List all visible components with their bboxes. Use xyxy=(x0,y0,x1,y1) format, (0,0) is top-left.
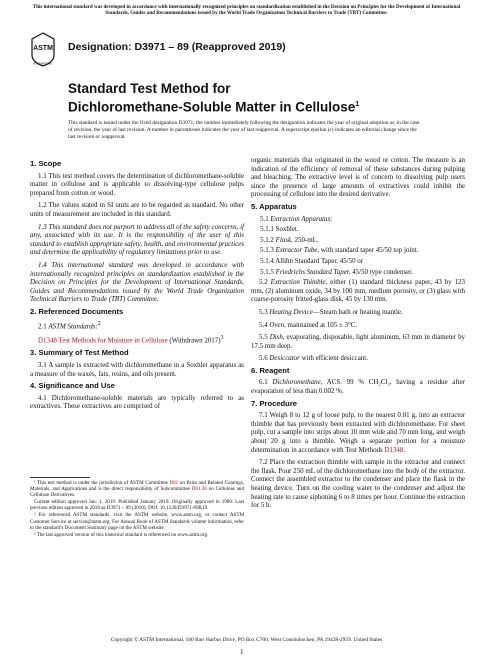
section-heading-referenced-documents: 2. Referenced Documents xyxy=(30,306,124,316)
item-5-1-5: 5.1.5 Friedrichs Standard Taper, 45/50 type condenser. xyxy=(260,267,413,276)
right-column xyxy=(251,156,465,514)
item-5-1-3: 5.1.3 Extractor Tube, with standard taper 45/50 top joint. xyxy=(260,246,419,255)
para-2-1: 2.1 ASTM Standards:$^2$ xyxy=(38,320,101,330)
section-heading-summary: 3. Summary of Test Method xyxy=(30,348,129,358)
svg-text:ASTM: ASTM xyxy=(33,45,53,52)
section-heading-scope: 1. Scope xyxy=(30,159,62,168)
svg-text:INTERNATIONAL: INTERNATIONAL xyxy=(33,62,53,66)
item-5-1-1: 5.1.1 Soxhlet. xyxy=(260,225,299,234)
para-7-2: 7.2 Place the extraction thimble with sample in the extractor and connect the flask. Pour 250 mL of the dichloromethane into the body of the extractor. Connect the assembled extractor to the condenser and place the flask in the heating device. Turn on the cooling water to the condenser and adjust the heating rate to cause siphoning 6 to 8 times per hour. Continue the extraction for 5 h. xyxy=(251,458,465,510)
para-1-1: 1.1 This test method covers the determination of dichloromethane-soluble matter in cellulose and is applicable to dissolving-type cellulose pulps prepared from cotton or wood. xyxy=(30,171,244,197)
section-heading-significance: 4. Significance and Use xyxy=(30,381,115,391)
reference-d1348: D1348 Test Methods for Moisture in Cellulose (Withdrawn 2017)$^3$ xyxy=(38,335,224,345)
footnote-2: ² For referenced ASTM standards, visit the ASTM website, www.astm.org, or contact ASTM Customer Service at service@astm.org. For Annual Book of ASTM Standards volume information, refer to the standard’s Document Summary page on the ASTM website. xyxy=(30,512,244,531)
left-column xyxy=(30,156,244,415)
wto-notice: This international standard was developed in accordance with internationally recognized principles on standardization established in the Decision on Principles for the Development of International Standards, Guides and Recommendations issued by the World Trade Organization Technical Barriers to Trade (TBT) Committee. xyxy=(32,4,461,17)
footnote-1-edition: Current edition approved Jan. 1, 2019. Published January 2019. Originally approved in 1980. Last previous edition approved in 2010 as D3971 – 89 (2010). DOI: 10.1520/D3971-89R19. xyxy=(30,499,244,512)
item-5-1-4: 5.1.4 Allihn Standard Taper. 45/50 or xyxy=(260,256,364,265)
d1348-link[interactable]: D1348 xyxy=(384,445,404,454)
section-heading-reagent: 6. Reagent xyxy=(251,365,290,375)
para-5-6: 5.6 Desiccator with efficient desiccant. xyxy=(259,354,368,363)
para-6-1: 6.1 Dichloromethane, ACS. 99 % CH₂Cl₂, having a residue after evaporation of less than 0.002 %. xyxy=(251,378,466,396)
page-number: 1 xyxy=(240,648,244,656)
issued-note: This standard is issued under the fixed designation D3971; the number immediately following the designation indicates the year of original adoption or, in the case of revision, the year of last revision. A number in parentheses indicates the year of last reapproval. A superscript epsilon (ε) indicates an editorial change since the last revision or reapproval. xyxy=(68,120,420,140)
para-5-2: 5.2 Extraction Thimble, either (1) standard thickness paper, 43 by 123 mm, (2) aluminum oxide, 34 by 100 mm, medium porosity, or (3) glass with coarse-porosity fritted-glass disk, 45 by 130 mm. xyxy=(251,278,465,304)
para-1-2: 1.2 The values stated in SI units are to be regarded as standard. No other units of measurement are included in this standard. xyxy=(30,201,244,218)
footnote-1: ¹ This test method is under the jurisdiction of ASTM Committee D01 on Paint and Related Coatings, Materials, and Applications and is the direct responsibility of Subcommittee D01.36 on Cellulose and Cellulose Derivatives. xyxy=(30,480,244,499)
designation: Designation: D3971 – 89 (Reapproved 2019) xyxy=(68,41,286,53)
footnote-3: ³ The last approved version of this historical standard is referenced on www.astm.org. xyxy=(34,531,209,538)
section-heading-procedure: 7. Procedure xyxy=(251,398,298,408)
document-title xyxy=(68,81,359,115)
section-heading-apparatus: 5. Apparatus xyxy=(251,201,297,211)
title-line-1: Standard Test Method for xyxy=(68,81,231,96)
para-4-1-continued: organic materials that originated in the wood or cotton. The measure is an indication of the efficiency of removal of these substances during pulping and bleaching. The extractive level is of concern to dissolving pulp users since the presence of large amounts of extractives could inhibit the processing of cellulose into the desired derivative. xyxy=(251,156,465,199)
title-line-2: Dichloromethane-Soluble Matter in Cellulose$^1$ xyxy=(68,99,360,114)
para-5-1: 5.1 Extraction Apparatus: xyxy=(260,214,333,223)
item-5-1-2: 5.1.2 Flask, 250-mL. xyxy=(260,235,319,244)
footnotes xyxy=(30,480,244,539)
copyright-footer: Copyright © ASTM International, 100 Barr Harbor Drive, PO Box C700, West Conshohocken, PA 19428-2959. United States xyxy=(110,637,383,643)
para-4-1: 4.1 Dichloromethane-soluble materials are typically referred to as extractives. These extractives are comprised of xyxy=(30,393,244,411)
para-3-1: 3.1 A sample is extracted with dichloromethane in a Soxhlet apparatus as a measure of the waxes, fats, resins, and oils present. xyxy=(30,360,244,378)
para-1-4: 1.4 This international standard was developed in accordance with internationally recognized principles on standardization established in the Decision on Principles for the Development of International Standards, Guides and Recommendations issued by the World Trade Organization Technical Barriers to Trade (TBT) Committee. xyxy=(30,260,244,304)
para-7-1: 7.1 Weigh 8 to 12 g of loose pulp, to the nearest 0.01 g, into an extractor thimble that has previously been extracted with dichloromethane. For sheet pulp, cut a sample into strips about 10 mm wide and 70 mm long, and weigh about 20 g into a thimble. Weigh a separate portion for a moisture determination in accordance with Test Methods D1348. xyxy=(251,411,465,454)
astm-logo xyxy=(30,31,56,67)
para-5-4: 5.4 Oven, maintained at 105 ± 3°C. xyxy=(259,320,358,329)
para-1-3: 1.3 This standard does not purport to address all of the safety concerns, if any, associated with its use. It is the responsibility of the user of this standard to establish appropriate safety, health, and environmental practices and determine the applicability of regulatory limitations prior to use. xyxy=(30,222,244,257)
reference-d1348-link[interactable]: D1348 xyxy=(38,336,57,345)
title-footnote-marker: 1 xyxy=(355,100,360,108)
footnote-divider xyxy=(30,477,90,478)
para-5-5: 5.5 Dish, evaporating, disposable, light aluminum, 63 mm in diameter by 17.5 mm deep. xyxy=(251,333,466,350)
para-5-3: 5.3 Heating Device—Steam bath or heating mantle. xyxy=(259,307,403,316)
